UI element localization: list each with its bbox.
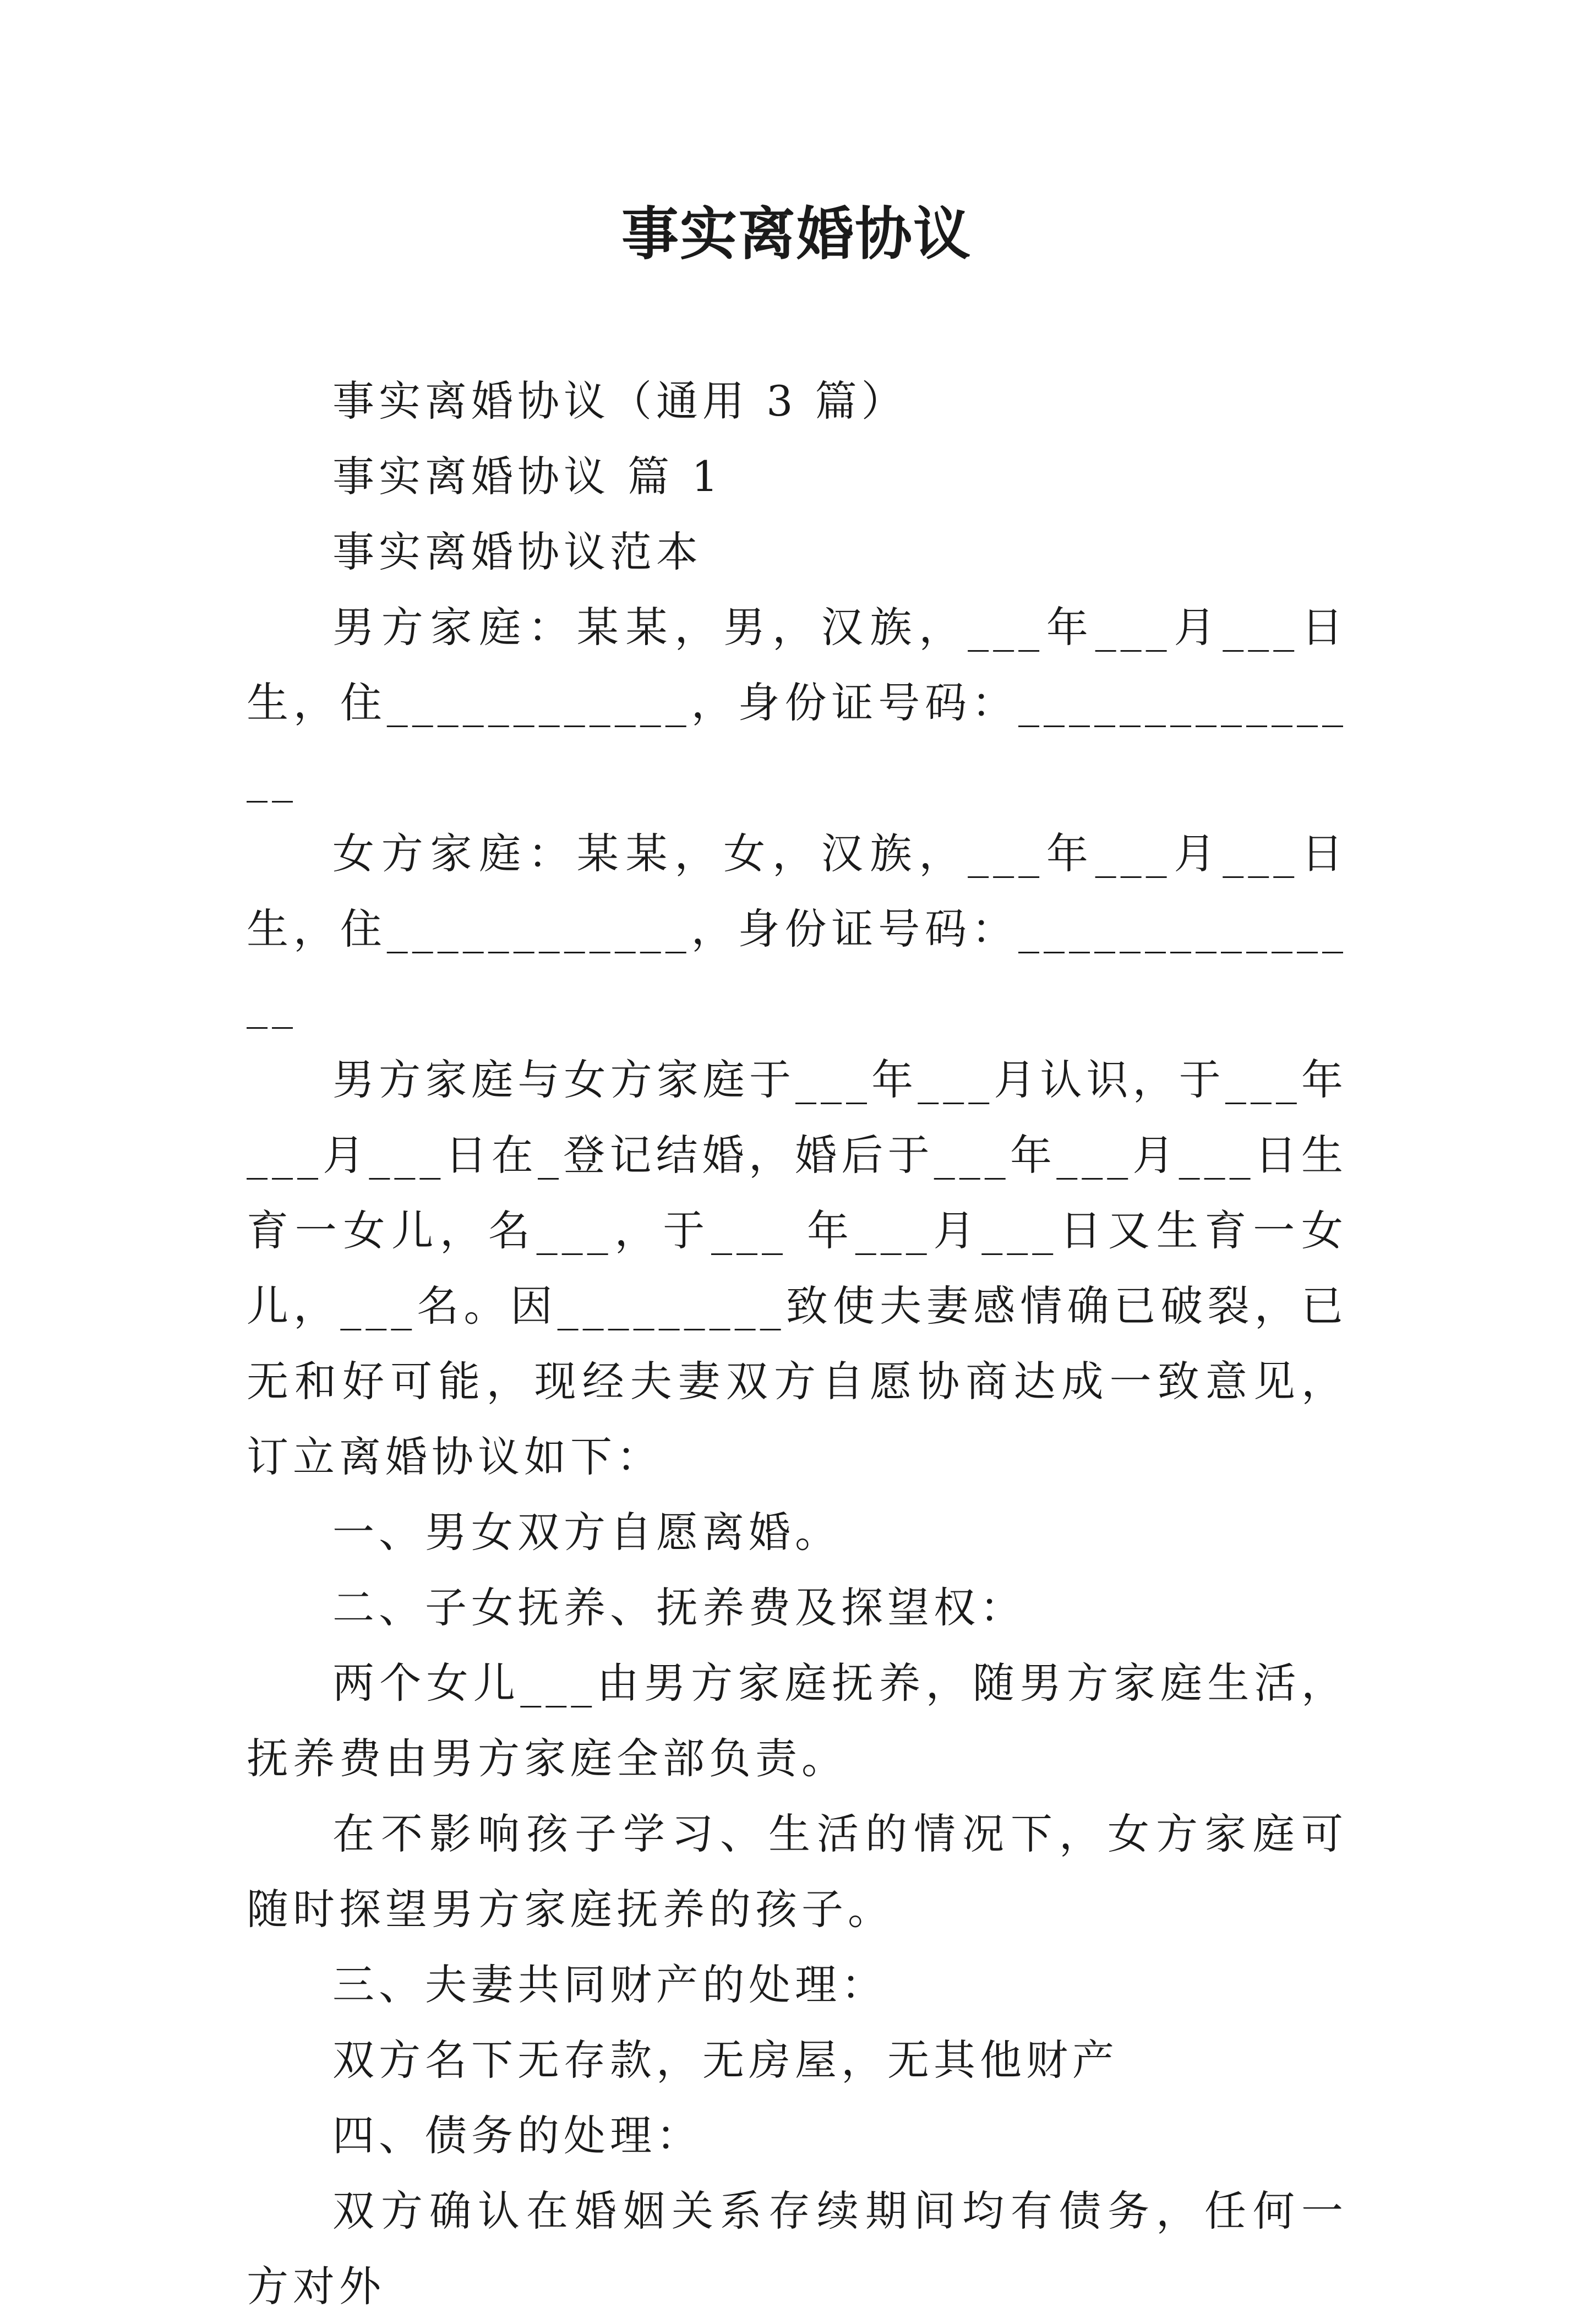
paragraph-custody: 两个女儿___由男方家庭抚养，随男方家庭生活，抚养费由男方家庭全部负责。 xyxy=(247,1659,1347,1783)
paragraph-clause-1: 一、男女双方自愿离婚。 xyxy=(332,1508,841,1557)
paragraph-visitation: 在不影响孩子学习、生活的情况下，女方家庭可随时探望男方家庭抚养的孩子。 xyxy=(247,1809,1347,1934)
paragraph-male-party: 男方家庭：某某，男，汉族，___年___月___日生，住____________，身份证号码：_______________ xyxy=(247,603,1347,803)
paragraph-section-heading: 事实离婚协议 篇 1 xyxy=(332,452,723,501)
paragraph-debts: 双方确认在婚姻关系存续期间均有债务，任何一方对外 xyxy=(247,2186,1347,2311)
paragraph-property: 双方名下无存款，无房屋，无其他财产 xyxy=(332,2036,1119,2085)
document-title: 事实离婚协议 xyxy=(621,200,972,268)
paragraph-background: 男方家庭与女方家庭于___年___月认识，于___年___月___日在_登记结婚，婚后于___年___月___日生育一女儿，名___，于___ 年___月___日又生育一女儿，___名。因_________致使夫妻感情确已破裂，已无和好可能，现经夫妻双方自愿协商达成一致意见，订立离婚协议如下： xyxy=(247,1055,1347,1481)
document-body xyxy=(247,363,1347,2324)
paragraph-subtitle: 事实离婚协议（通用 3 篇） xyxy=(332,377,908,425)
paragraph-clause-2-heading: 二、子女抚养、抚养费及探望权： xyxy=(332,1583,1026,1632)
paragraph-clause-3-heading: 三、夫妻共同财产的处理： xyxy=(332,1960,887,2009)
paragraph-template-title: 事实离婚协议范本 xyxy=(332,527,702,576)
paragraph-clause-4-heading: 四、债务的处理： xyxy=(332,2111,702,2160)
paragraph-female-party: 女方家庭：某某，女，汉族，___年___月___日生，住____________，身份证号码：_______________ xyxy=(247,829,1347,1029)
